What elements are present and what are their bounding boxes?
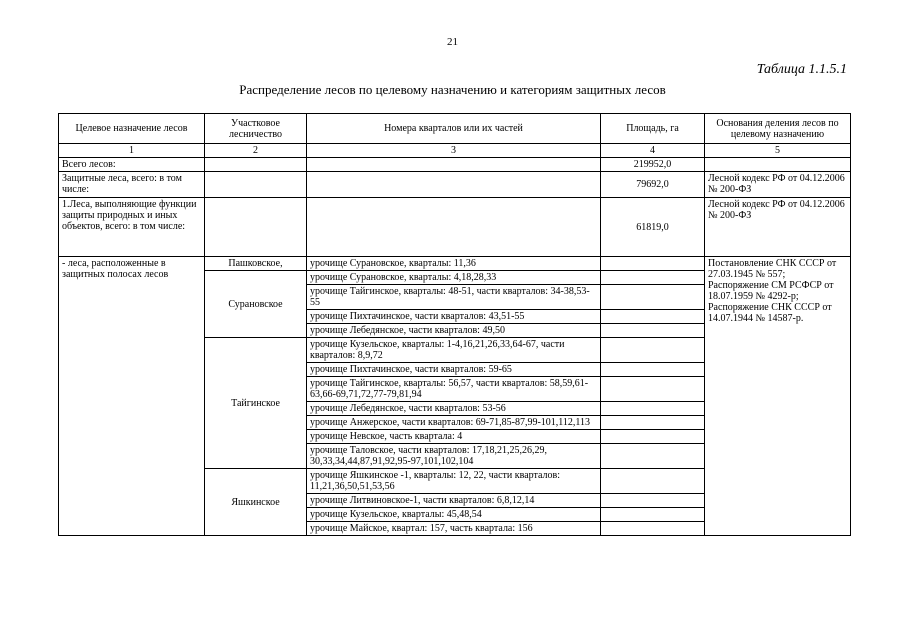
strips-basis: Постановление СНК СССР от 27.03.1945 № 557; Распоряжение СМ РСФСР от 18.07.1959 № 4292-р; Распоряжение СНК СССР от 14.07.1944 № 14587-р. [705, 257, 851, 536]
column-number: 1 [59, 144, 205, 158]
quarters-cell: урочище Сурановское, кварталы: 4,18,28,33 [307, 271, 601, 285]
header-row [59, 114, 851, 144]
total-row [59, 158, 851, 172]
column-number: 5 [705, 144, 851, 158]
quarters-cell: урочище Кузельское, кварталы: 45,48,54 [307, 508, 601, 522]
header-forestry: Участковое лесничество [205, 114, 307, 144]
table-title: Распределение лесов по целевому назначению и категориям защитных лесов [239, 82, 666, 97]
forestry-suranovskoe: Сурановское [205, 271, 307, 338]
quarters-cell: урочище Сурановское, кварталы: 11,36 [307, 257, 601, 271]
protective-basis: Лесной кодекс РФ от 04.12.2006 № 200-ФЗ [705, 172, 851, 198]
page-number: 21 [447, 36, 458, 48]
quarters-cell: урочище Майское, квартал: 157, часть квартала: 156 [307, 522, 601, 536]
header-area: Площадь, га [601, 114, 705, 144]
quarters-cell: урочище Лебедянское, части кварталов: 49,50 [307, 324, 601, 338]
functional-row [59, 198, 851, 257]
quarters-cell: урочище Пихтачинское, части кварталов: 59-65 [307, 363, 601, 377]
header-basis: Основания деления лесов по целевому назначению [705, 114, 851, 144]
forestry-pashkovskoe: Пашковское, [205, 257, 307, 271]
table-row [59, 257, 851, 271]
functional-basis: Лесной кодекс РФ от 04.12.2006 № 200-ФЗ [705, 198, 851, 257]
protective-label: Защитные леса, всего: в том числе: [59, 172, 205, 198]
forestry-yashkinskoe: Яшкинское [205, 469, 307, 536]
quarters-cell: урочище Таловское, части кварталов: 17,18,21,25,26,29, 30,33,34,44,87,91,92,95-97,101,102,104 [307, 444, 601, 469]
quarters-cell: урочище Анжерское, части кварталов: 69-71,85-87,99-101,112,113 [307, 416, 601, 430]
forestry-taiginskoe: Тайгинское [205, 338, 307, 469]
functional-label: 1.Леса, выполняющие функции защиты природных и иных объектов, всего: в том числе: [59, 198, 205, 257]
quarters-cell: урочище Невское, часть квартала: 4 [307, 430, 601, 444]
quarters-cell: урочище Пихтачинское, части кварталов: 43,51-55 [307, 310, 601, 324]
header-quarters: Номера кварталов или их частей [307, 114, 601, 144]
quarters-cell: урочище Тайгинское, кварталы: 48-51, части кварталов: 34-38,53-55 [307, 285, 601, 310]
strips-label: - леса, расположенные в защитных полосах лесов [59, 257, 205, 536]
forest-distribution-table [58, 113, 851, 536]
quarters-cell: урочище Тайгинское, кварталы: 56,57, части кварталов: 58,59,61-63,66-69,71,72,77-79,81,94 [307, 377, 601, 402]
quarters-cell: урочище Лебедянское, части кварталов: 53-56 [307, 402, 601, 416]
table-label: Таблица 1.1.5.1 [756, 62, 847, 77]
quarters-cell: урочище Яшкинское -1, кварталы: 12, 22, части кварталов: 11,21,36,50,51,53,56 [307, 469, 601, 494]
quarters-cell: урочище Кузельское, кварталы: 1-4,16,21,26,33,64-67, части кварталов: 8,9,72 [307, 338, 601, 363]
column-number: 4 [601, 144, 705, 158]
total-area: 219952,0 [601, 158, 705, 172]
quarters-cell: урочище Литвиновское-1, части кварталов: 6,8,12,14 [307, 494, 601, 508]
column-number: 3 [307, 144, 601, 158]
total-label: Всего лесов: [59, 158, 205, 172]
functional-area: 61819,0 [601, 198, 705, 257]
header-purpose: Целевое назначение лесов [59, 114, 205, 144]
column-number: 2 [205, 144, 307, 158]
protective-row [59, 172, 851, 198]
column-number-row [59, 144, 851, 158]
protective-area: 79692,0 [601, 172, 705, 198]
